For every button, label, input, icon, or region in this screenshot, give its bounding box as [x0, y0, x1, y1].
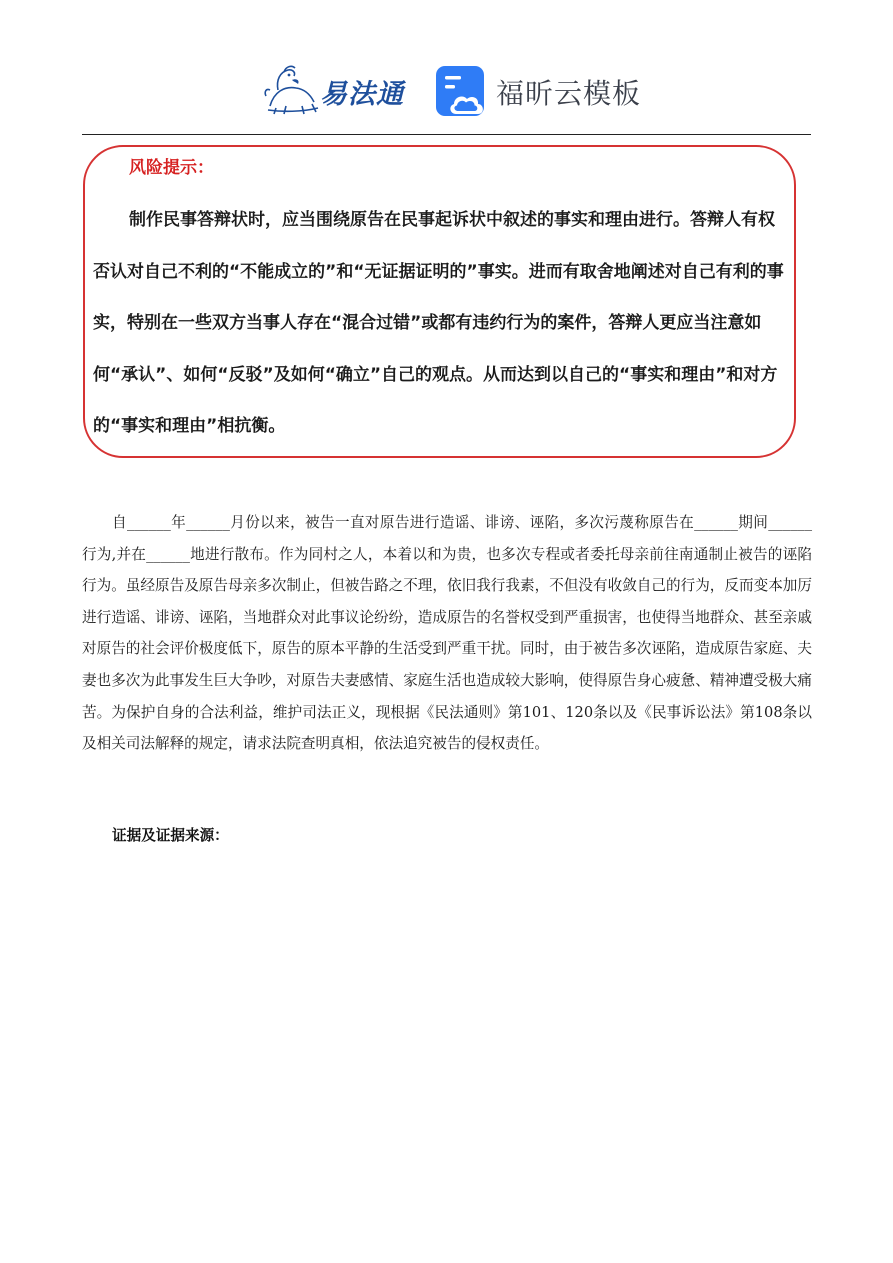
brand-yifatong: 易法通 [320, 79, 404, 110]
brand-fuxin-template: 福昕云模板 [496, 77, 642, 110]
cloud-document-icon [436, 66, 488, 118]
risk-notice-box [83, 145, 796, 458]
page-header [0, 58, 893, 122]
risk-notice-text: 制作民事答辩状时，应当围绕原告在民事起诉状中叙述的事实和理由进行。答辩人有权否认对自己不利的“不能成立的”和“无证据证明的”事实。进而有取舍地阐述对自己有利的事实，特别在一些双方当事人存在“混合过错”或都有违约行为的案件，答辩人更应当注意如何“承认”、如何“反驳”及如何“确立”自己的观点。从而达到以自己的“事实和理由”和对方的“事实和理由”相抗衡。 [93, 210, 784, 436]
main-paragraph: 自______年______月份以来，被告一直对原告进行造谣、诽谤、诬陷，多次污蔑称原告在______期间______行为,并在______地进行散布。作为同村之人，本着以和为贵，也多次专程或者委托母亲前往南通制止被告的诬陷行为。虽经原告及原告母亲多次制止，但被告路之不理，依旧我行我素，不但没有收敛自己的行为，反而变本加厉进行造谣、诽谤、诬陷，当地群众对此事议论纷纷，造成原告的名誉权受到严重损害，也使得当地群众、甚至亲戚对原告的社会评价极度低下，原告的原本平静的生活受到严重干扰。同时，由于被告多次诬陷，造成原告家庭、夫妻也多次为此事发生巨大争吵，对原告夫妻感情、家庭生活也造成较大影响，使得原告身心疲惫、精神遭受极大痛苦。为保护自身的合法利益，维护司法正义，现根据《民法通则》第101、120条以及《民事诉讼法》第108条以及相关司法解释的规定，请求法院查明真相，依法追究被告的侵权责任。 [82, 514, 812, 753]
header-divider [82, 134, 811, 135]
evidence-heading: 证据及证据来源： [112, 827, 229, 844]
risk-notice-title: 风险提示： [129, 158, 214, 178]
